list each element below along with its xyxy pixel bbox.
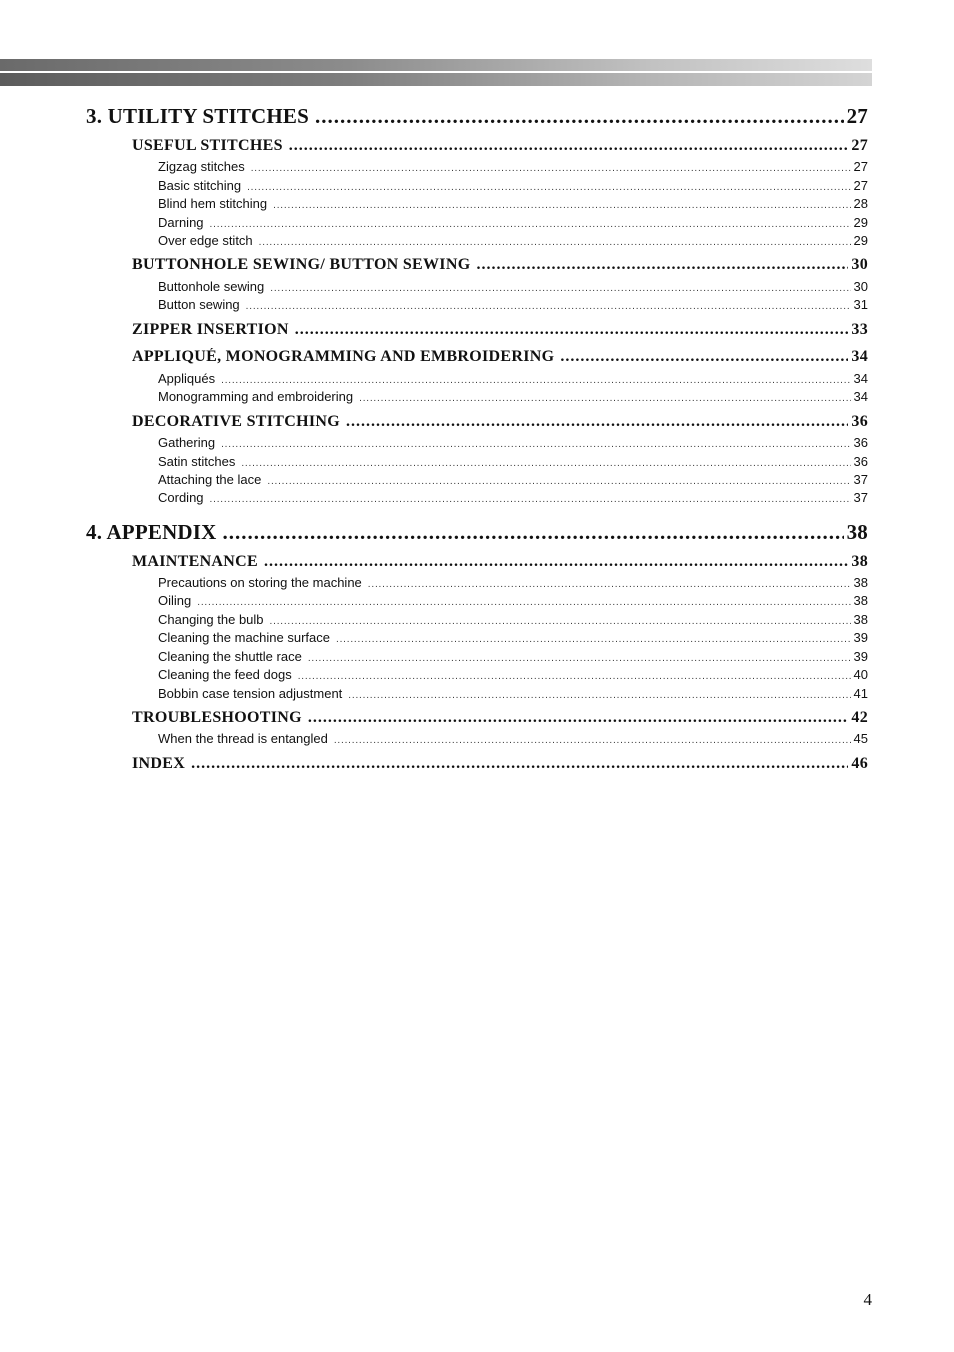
toc-leader-dots [264, 553, 848, 571]
toc-leader-dots [298, 671, 851, 682]
toc-title: USEFUL STITCHES [132, 137, 283, 154]
toc-page-number: 28 [853, 196, 868, 211]
toc-page-number: 46 [851, 755, 868, 772]
toc-entry-sub[interactable] [158, 279, 868, 294]
toc-page-number: 30 [853, 279, 868, 294]
toc-leader-dots [221, 375, 850, 386]
toc-title: ZIPPER INSERTION [132, 321, 289, 338]
toc-title: Over edge stitch [158, 233, 253, 248]
toc-entry-sub[interactable] [158, 159, 868, 174]
toc-page-number: 37 [853, 490, 868, 505]
toc-title: MAINTENANCE [132, 553, 258, 570]
toc-leader-dots [251, 163, 851, 174]
toc-entry-chap[interactable] [86, 104, 868, 129]
toc-title: Cleaning the shuttle race [158, 649, 302, 664]
toc-entry-sec[interactable] [132, 709, 868, 727]
toc-leader-dots [247, 182, 850, 193]
toc-page-number: 33 [851, 321, 868, 338]
toc-title: INDEX [132, 755, 186, 772]
toc-entry-sub[interactable] [158, 630, 868, 645]
toc-title: 4. APPENDIX [86, 520, 217, 544]
toc-entry-sub[interactable] [158, 233, 868, 248]
toc-page-number: 27 [851, 137, 868, 154]
page-number: 4 [863, 1290, 872, 1309]
toc-title: Monogramming and embroidering [158, 389, 354, 404]
toc-entry-sub[interactable] [158, 490, 868, 505]
toc-entry-sub[interactable] [158, 472, 868, 487]
toc-leader-dots [270, 283, 850, 294]
toc-title: TROUBLESHOOTING [132, 709, 302, 726]
toc-page-number: 30 [851, 256, 868, 273]
toc-leader-dots [334, 735, 851, 746]
toc-title: Precautions on storing the machine [158, 575, 362, 590]
toc-entry-sec[interactable] [132, 553, 868, 571]
toc-page-number: 38 [851, 553, 868, 570]
toc-page-number: 29 [853, 233, 868, 248]
toc-title: Changing the bulb [158, 612, 264, 627]
toc-entry-sub[interactable] [158, 686, 868, 701]
toc-leader-dots [221, 439, 850, 450]
toc-entry-sec[interactable] [132, 137, 868, 155]
toc-title: Oiling [158, 593, 192, 608]
toc-entry-sub[interactable] [158, 575, 868, 590]
toc-title: Satin stitches [158, 454, 236, 469]
toc-page-number: 34 [851, 348, 868, 365]
toc-title: Appliqués [158, 371, 216, 386]
toc-title: Button sewing [158, 297, 240, 312]
toc-leader-dots [197, 597, 850, 608]
toc-leader-dots [308, 709, 849, 727]
toc-leader-dots [368, 579, 851, 590]
toc-title: Darning [158, 215, 204, 230]
toc-leader-dots [560, 348, 848, 366]
toc-entry-sec[interactable] [132, 755, 868, 773]
toc-leader-dots [241, 458, 850, 469]
toc-page-number: 34 [853, 371, 868, 386]
toc-leader-dots [246, 301, 851, 312]
toc-entry-sub[interactable] [158, 196, 868, 211]
toc-title: Blind hem stitching [158, 196, 268, 211]
toc-title: Attaching the lace [158, 472, 262, 487]
toc-page-number: 40 [853, 667, 868, 682]
toc-entry-sec[interactable] [132, 321, 868, 339]
toc-leader-dots [336, 634, 851, 645]
toc-entry-sec[interactable] [132, 256, 868, 274]
toc-title: APPLIQUÉ, MONOGRAMMING AND EMBROIDERING [132, 348, 555, 365]
toc-page-number: 39 [853, 630, 868, 645]
toc-page-number: 36 [851, 413, 868, 430]
toc-leader-dots [191, 755, 848, 773]
toc-leader-dots [270, 616, 851, 627]
toc-title: Cording [158, 490, 204, 505]
toc-title: Gathering [158, 435, 216, 450]
toc-page-number: 29 [853, 215, 868, 230]
toc-page-number: 42 [851, 709, 868, 726]
toc-entry-sub[interactable] [158, 297, 868, 312]
toc-title: Cleaning the machine surface [158, 630, 330, 645]
toc-leader-dots [359, 393, 850, 404]
toc-leader-dots [308, 653, 851, 664]
toc-entry-chap[interactable] [86, 520, 868, 545]
toc-title: Cleaning the feed dogs [158, 667, 292, 682]
toc-title: When the thread is entangled [158, 731, 328, 746]
toc-page-number: 38 [853, 612, 868, 627]
toc-title: Zigzag stitches [158, 159, 245, 174]
toc-leader-dots [315, 104, 844, 129]
toc-page-number: 34 [853, 389, 868, 404]
toc-title: Buttonhole sewing [158, 279, 265, 294]
toc-leader-dots [289, 137, 849, 155]
toc-page-number: 38 [853, 593, 868, 608]
toc-entry-sub[interactable] [158, 612, 868, 627]
toc-leader-dots [267, 476, 850, 487]
toc-leader-dots [346, 413, 848, 431]
toc-title: 3. UTILITY STITCHES [86, 104, 310, 128]
toc-entry-sub[interactable] [158, 593, 868, 608]
toc-page-number: 27 [853, 159, 868, 174]
toc-entry-sub[interactable] [158, 178, 868, 193]
toc-leader-dots [348, 690, 850, 701]
toc-page-number: 27 [853, 178, 868, 193]
toc-page-number: 38 [846, 520, 868, 544]
toc-leader-dots [210, 494, 851, 505]
toc-page-number: 37 [853, 472, 868, 487]
toc-entry-sub[interactable] [158, 389, 868, 404]
toc-entry-sub[interactable] [158, 649, 868, 664]
toc-entry-sub[interactable] [158, 454, 868, 469]
toc-page-number: 31 [853, 297, 868, 312]
toc-leader-dots [259, 237, 851, 248]
toc-entry-sub[interactable] [158, 667, 868, 682]
toc-entry-sec[interactable] [132, 413, 868, 431]
toc-leader-dots [223, 520, 844, 545]
toc-entry-sec[interactable] [132, 348, 868, 366]
toc-entry-sub[interactable] [158, 371, 868, 386]
toc-title: DECORATIVE STITCHING [132, 413, 340, 430]
toc-page-number: 39 [853, 649, 868, 664]
toc-leader-dots [295, 321, 849, 339]
toc-leader-dots [476, 256, 848, 274]
toc-page-number: 41 [853, 686, 868, 701]
toc-title: Basic stitching [158, 178, 242, 193]
toc-page-number: 45 [853, 731, 868, 746]
toc-page-number: 36 [853, 435, 868, 450]
toc-leader-dots [273, 200, 850, 211]
toc-page-number: 38 [853, 575, 868, 590]
toc-page-number: 36 [853, 454, 868, 469]
toc-page-number: 27 [846, 104, 868, 128]
toc-title: BUTTONHOLE SEWING/ BUTTON SEWING [132, 256, 471, 273]
toc-entry-sub[interactable] [158, 731, 868, 746]
toc-entry-sub[interactable] [158, 215, 868, 230]
toc-leader-dots [210, 219, 851, 230]
toc-title: Bobbin case tension adjustment [158, 686, 343, 701]
toc-entry-sub[interactable] [158, 435, 868, 450]
